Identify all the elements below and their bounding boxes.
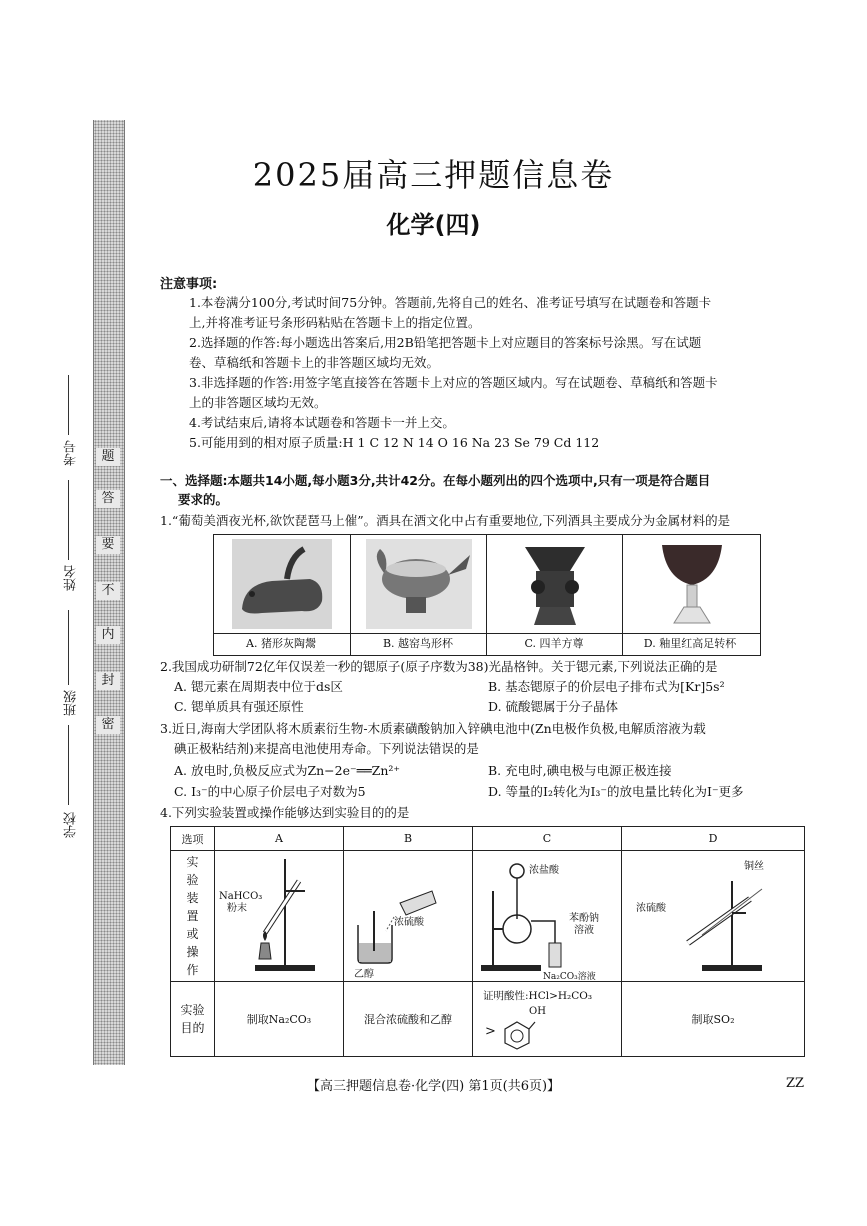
- exam-title: 2025届高三押题信息卷: [252, 156, 615, 194]
- q1-caption-d: D. 釉里红高足转杯: [643, 637, 737, 650]
- note-line: 上的非答题区域均无效。: [189, 395, 327, 410]
- q4-row-label: 实验装置或操作: [171, 851, 215, 982]
- pig-pottery-image: [232, 539, 332, 629]
- purpose-b: 混合浓硫酸和乙醇: [344, 982, 473, 1057]
- heating-tube-apparatus: [215, 851, 343, 981]
- bird-cup-image: [366, 539, 472, 629]
- q2-option-b: B. 基态锶原子的价层电子排布式为[Kr]5s²: [488, 679, 725, 694]
- q1-stem: 1.“葡萄美酒夜光杯,欲饮琵琶马上催”。酒具在酒文化中占有重要地位,下列酒具主要成分为金属材料的是: [160, 513, 731, 528]
- copper-wire-apparatus: [622, 851, 804, 981]
- footer-code: ZZ: [786, 1076, 805, 1091]
- purpose-c-text: 证明酸性:HCl>H₂CO₃: [483, 990, 593, 1002]
- note-line: 2.选择题的作答:每小题选出答案后,用2B铅笔把答题卡上对应题目的答案标号涂黑。写在试题: [189, 335, 702, 350]
- purpose-d: 制取SO₂: [622, 982, 805, 1057]
- seal-char: 要: [96, 536, 120, 554]
- q4-header-cell: D: [622, 827, 805, 851]
- q4-header-cell: B: [344, 827, 473, 851]
- label-nahco3: NaHCO₃: [219, 891, 263, 902]
- label-ethanol: 乙醇: [354, 969, 374, 980]
- q1-caption-b: B. 越窑鸟形杯: [382, 637, 454, 650]
- purpose-c-gt: >: [485, 1024, 496, 1039]
- q2-option-a: A. 锶元素在周期表中位于ds区: [174, 679, 343, 694]
- q4-table: [170, 826, 805, 1057]
- purpose-a: 制取Na₂CO₃: [215, 982, 344, 1057]
- note-line: 卷、草稿纸和答题卡上的非答题区域均无效。: [189, 355, 440, 370]
- phenol-structure: [501, 1016, 541, 1050]
- q4-row-label: 实验目的: [171, 982, 215, 1057]
- name-field-line: [68, 480, 69, 560]
- label-copper-wire: 铜丝: [744, 861, 764, 872]
- class-field-line: [68, 610, 69, 685]
- notes-heading: 注意事项:: [160, 277, 218, 292]
- id-field-line: [68, 375, 69, 435]
- q2-stem: 2.我国成功研制72亿年仅误差一秒的锶原子(原子序数为38)光晶格钟。关于锶元素,下列说法正确的是: [160, 659, 718, 674]
- seal-char: 题: [96, 448, 120, 466]
- q4-stem: 4.下列实验装置或操作能够达到实验目的的是: [160, 805, 410, 820]
- q1-caption-c: C. 四羊方尊: [524, 637, 584, 650]
- apparatus-d: [622, 851, 805, 982]
- exam-subtitle: 化学(四): [386, 211, 481, 239]
- apparatus-a: [215, 851, 344, 982]
- label-conc-hcl: 浓盐酸: [529, 865, 559, 876]
- class-field-label: 班级: [64, 690, 79, 716]
- note-line: 5.可能用到的相对原子质量:H 1 C 12 N 14 O 16 Na 23 Se 79 Cd 112: [189, 435, 600, 450]
- label-na2co3-solution: Na₂CO₃溶液: [543, 972, 596, 982]
- seal-char: 答: [96, 490, 120, 508]
- stem-cup-image: [652, 539, 732, 629]
- q3-stem-cont: 碘正极粘结剂)来提高电池使用寿命。下列说法错误的是: [174, 741, 479, 756]
- section-heading: 一、选择题:本题共14小题,每小题3分,共计42分。在每小题列出的四个选项中,只有一项是符合题目: [160, 473, 711, 488]
- q1-image-panel: [213, 534, 761, 656]
- q2-option-d: D. 硫酸锶属于分子晶体: [488, 699, 619, 714]
- note-line: 4.考试结束后,请将本试题卷和答题卡一并上交。: [189, 415, 455, 430]
- q3-stem: 3.近日,海南大学团队将木质素衍生物-木质素磺酸钠加入锌碘电池中(Zn电极作负极,电解质溶液为载: [160, 721, 706, 736]
- label-conc-h2so4-b: 浓硫酸: [394, 917, 424, 928]
- label-conc-h2so4-d: 浓硫酸: [636, 903, 666, 914]
- label-powder: 粉末: [227, 903, 247, 914]
- note-line: 1.本卷满分100分,考试时间75分钟。答题前,先将自己的姓名、准考证号填写在试题卷和答题卡: [189, 295, 712, 310]
- label-sodium-phenoxide: 苯酚钠: [569, 913, 599, 924]
- q3-option-b: B. 充电时,碘电极与电源正极连接: [488, 763, 672, 778]
- q3-option-d: D. 等量的I₂转化为I₃⁻的放电量比转化为I⁻更多: [488, 784, 744, 799]
- seal-char: 不: [96, 582, 120, 600]
- q4-header-cell: C: [473, 827, 622, 851]
- school-field-label: 学校: [64, 812, 79, 838]
- purpose-c: [473, 982, 622, 1057]
- note-line: 3.非选择题的作答:用签字笔直接答在答题卡上对应的答题区域内。写在试题卷、草稿纸和答题卡: [189, 375, 718, 390]
- id-field-label: 考号: [64, 440, 79, 466]
- label-solution: 溶液: [574, 925, 594, 936]
- q1-caption-a: A. 猪形灰陶鬶: [246, 637, 316, 650]
- q4-header-cell: 选项: [171, 827, 215, 851]
- section-heading-cont: 要求的。: [178, 492, 229, 507]
- seal-char: 密: [96, 716, 120, 734]
- bronze-zun-image: [510, 539, 600, 629]
- name-field-label: 姓名: [64, 565, 79, 591]
- phenol-oh-label: OH: [529, 1006, 546, 1017]
- q3-option-c: C. I₃⁻的中心原子价层电子对数为5: [174, 784, 366, 799]
- apparatus-c: [473, 851, 622, 982]
- school-field-line: [68, 725, 69, 805]
- q3-option-a: A. 放电时,负极反应式为Zn−2e⁻══Zn²⁺: [174, 763, 401, 778]
- seal-char: 封: [96, 672, 120, 690]
- q4-header-cell: A: [215, 827, 344, 851]
- page-footer: 【高三押题信息卷·化学(四) 第1页(共6页)】: [306, 1079, 561, 1094]
- note-line: 上,并将准考证号条形码粘贴在答题卡上的指定位置。: [189, 315, 481, 330]
- apparatus-b: [344, 851, 473, 982]
- q2-option-c: C. 锶单质具有强还原性: [174, 699, 304, 714]
- seal-char: 内: [96, 626, 120, 644]
